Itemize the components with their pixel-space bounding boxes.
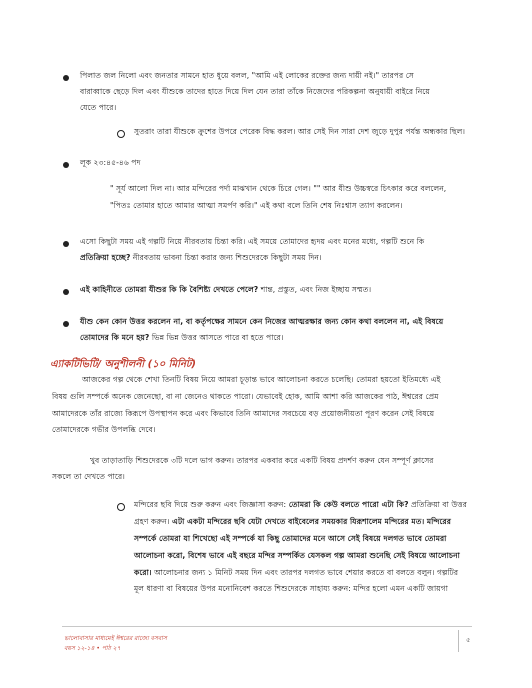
answer-text: ভিন্ন ভিন্ন উত্তর আসতে পারে বা হতে পারে। (149, 333, 284, 342)
question-text: আলোচনা করো, বিশেষ ভাবে এই বছরে মন্দির সম্পর্কিত যেসকল গল্প আমরা শুনেছি সেই বিষয়ে আলোচনা (134, 551, 460, 560)
bullet-dot (63, 321, 69, 327)
paragraph-text: সকলে তা দেখতে পারে। (52, 472, 125, 481)
paragraph-text: বিষয় গুলি সম্পর্কে অনেক জেনেছো, বা না জেনেও থাকতে পারো। যেভাবেই হোক, আমি আশা করি আজকের পাঠ, ঈশ্বরের প্রেম (52, 392, 439, 401)
quote-text: "পিতঃ তোমার হাতে আমার আত্মা সমর্পণ করি।" এই কথা বলে তিনি শেষ নিঃশ্বাস ত্যাগ করলেন। (110, 201, 403, 210)
body-text: এসো কিছুটা সময় এই গল্পটি নিয়ে নীরবতায় চিন্তা করি। এই সময়ে তোমাদের হৃদয় এবং মনের মধ্যে, গল্পটি শুনে কি (80, 237, 425, 246)
paragraph-text: খুব তাড়াতাড়ি শিশুদেরকে ৩টি দলে ভাগ করুন। তারপর একবার করে একটি বিষয় প্রদর্শণ করুন যেন সম্পূর্ণ ক্লাসের (90, 456, 434, 465)
sub-bullet-circle (117, 503, 125, 511)
question-text: তোমরা কি কেউ বলতে পারো এটা কি? (286, 500, 409, 509)
instruction-text: আলোচনার জন্য ১ মিনিট সময় দিন এবং তারপর দলগত ভাবে শেয়ার করতে বা বলতে বলুন। গল্পটির (151, 568, 459, 577)
bullet-dot (63, 289, 69, 295)
body-text: যেতে পারে। (80, 103, 117, 112)
body-text (134, 514, 451, 530)
question-text: এই কাহিনীতে তোমরা যীশুর কি কি বৈশিষ্ট্য দেখতে পেলে? (80, 285, 259, 294)
instruction-text: মন্দিরের ছবি দিয়ে শুরু করুন এবং জিজ্ঞাসা করুন: (134, 500, 287, 509)
paragraph-text: আমাদেরকে তাঁর রাজ্যে কিরূপে উপস্থাপন করে এবং কিভাবে তিনি আমাদের সবচেয়ে বড় প্রয়োজনীয়তা পূরণ করেন সেই বিষয়ে (52, 409, 435, 418)
question-text: তোমাদের কি মনে হয়? (80, 333, 150, 342)
bullet-dot (63, 162, 69, 168)
instruction-text: প্রতিক্রিয়া বা উত্তর (408, 500, 468, 509)
question-text: সম্পর্কে তোমরা যা শিখেছো এই সম্পর্কে যা কিছু তোমাদের মনে আসে সেই বিষয়ে দলগত ভাবে তোমরা (134, 534, 447, 543)
body-text (134, 497, 467, 513)
body-text (80, 330, 284, 346)
answer-text: শান্ত, প্রস্তুত, এবং নিজ ইচ্ছায় সম্মত। (258, 285, 372, 294)
section-heading: এ্যাকটিভিটি/ অনুশীলনী (১০ মিনিট) (50, 359, 196, 370)
body-text: পিলাত জল নিলো এবং জনতার সামনে হাত ধুয়ে বলল, "আমি এই লোকের রক্তের জন্য দায়ী নই।" তারপর সে (80, 71, 414, 80)
body-text: সুতরাং তারা যীশুকে ক্রুশের উপরে পেরেক বিদ্ধ করল। আর সেই দিন সারা দেশ জুড়ে দুপুর পর্যন্ত অন্ধকার ছিল। (134, 127, 466, 136)
question-text: যীশু কেন কোন উত্তর করলেন না, বা কর্তৃপক্ষের সামনে কেন নিজের আত্মরক্ষার জন্য কোন কথা বললেন না, এই বিষয়ে (80, 317, 444, 326)
question-text: এটা একটা মন্দিরের ছবি যেটা দেখতে বাইবেলের সময়কার যিরূশালেম মন্দিরের মত। মন্দিরের (169, 517, 451, 526)
body-text (134, 565, 458, 581)
footer-subtitle: বয়স ১২-১৪ • পাঠ ২৭ (64, 645, 121, 652)
footer-title: ভালোবাসার মাধ্যমেই ঈশ্বরের রাজ্যে বসবাস (64, 635, 167, 642)
body-text: বারাব্বাকে ছেড়ে দিল এবং যীশুকে তাদের হাতে দিয়ে দিল যেন তারা তাঁকে নিজেদের পরিকল্পনা অনুযায়ী বাইরে নিয়ে (80, 87, 430, 96)
sub-bullet-circle (117, 130, 125, 138)
body-text (80, 282, 371, 298)
instruction-text: নীরবতায় ভাবনা চিন্তা করার জন্য শিশুদেরকে কিছুটা সময় দিন। (130, 253, 322, 262)
paragraph-text: তোমাদেরকে গভীর উপলব্ধি দেবে। (52, 425, 156, 434)
body-text: মূল ধারণা বা বিষয়ের উপর মনোনিবেশ করতে শিশুদেরকে সাহায্য করুন: মন্দির হলো এমন একটি জায়গা (134, 584, 448, 593)
question-text: করো। (134, 568, 152, 577)
bullet-dot (63, 241, 69, 247)
page-number: ৫ (466, 636, 471, 644)
body-text (80, 250, 322, 266)
footer-rule (62, 626, 472, 627)
instruction-text: গ্রহণ করুন। (134, 517, 170, 526)
question-text: প্রতিক্রিয়া হচ্ছে? (80, 253, 131, 262)
quote-text: " সূর্য আলো দিল না। আর মন্দিরের পর্দা মাঝখান থেকে চিরে গেল। "" আর যীশু উচ্চস্বরে চিৎকার করে বললেন, (110, 184, 447, 193)
paragraph-text: আজকের গল্প থেকে শেখা তিনটি বিষয় নিয়ে আমরা চূড়ান্ত ভাবে আলোচনা করতে চলেছি। তোমরা হয়তো ইতিমধ্যে এই (82, 375, 441, 384)
bullet-dot (63, 75, 69, 81)
footer-divider (458, 630, 459, 652)
scripture-reference: লূক ২৩:৪৫-৪৬ পদ (80, 158, 141, 167)
